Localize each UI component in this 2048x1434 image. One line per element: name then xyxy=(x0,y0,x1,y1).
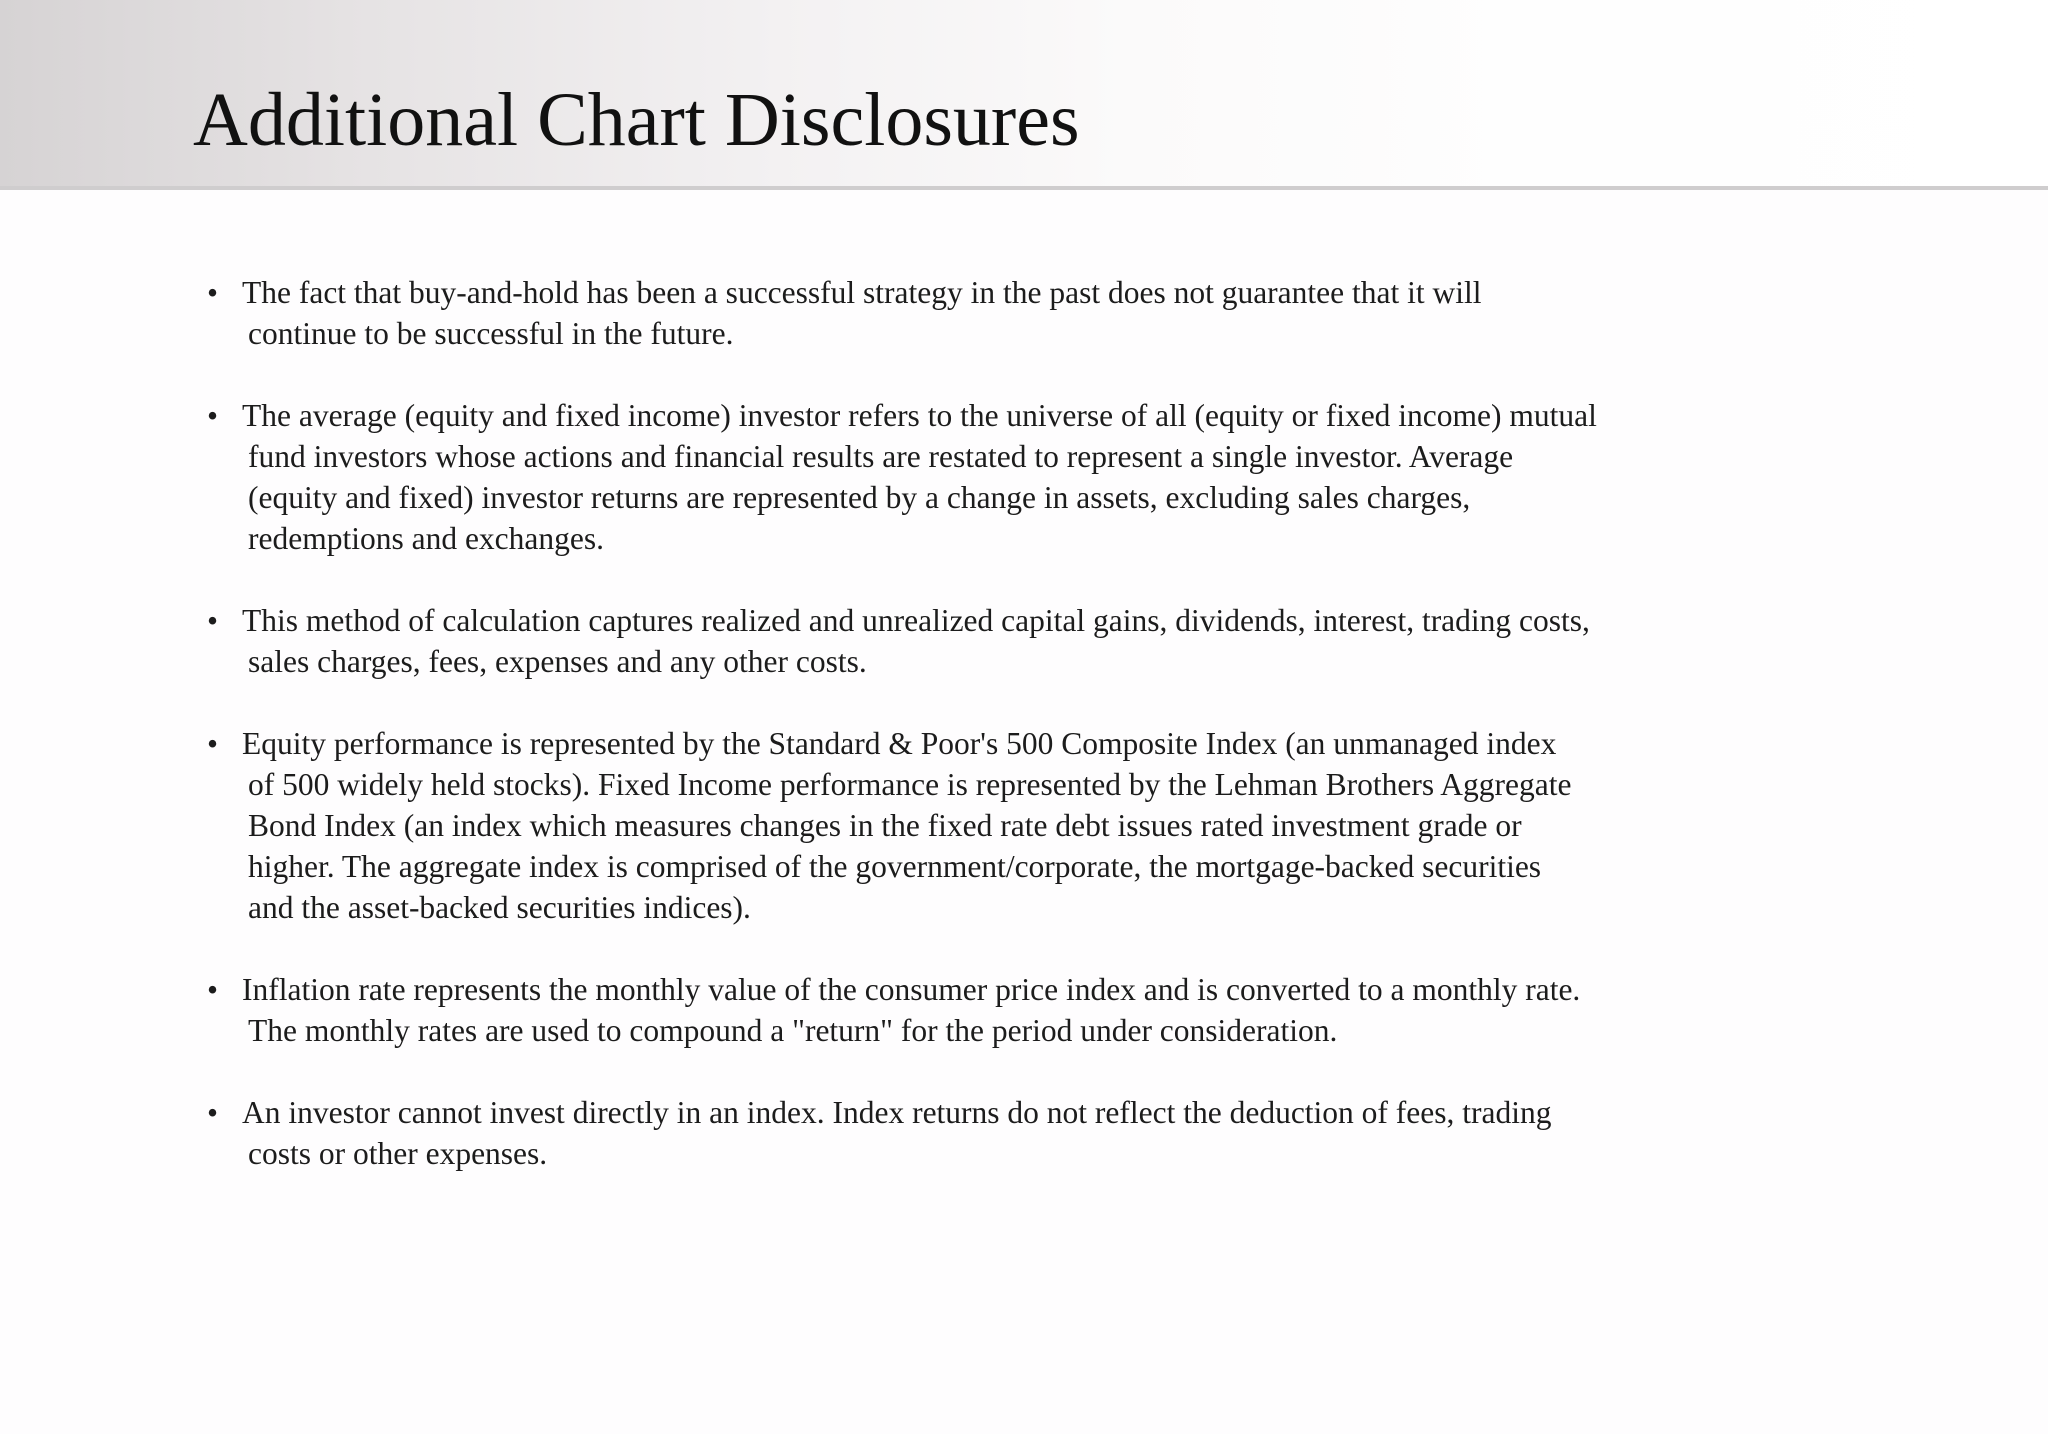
bullet-icon: • xyxy=(207,603,219,638)
disclosure-item xyxy=(207,969,1737,1051)
disclosure-item xyxy=(207,272,1737,354)
bullet-icon: • xyxy=(207,972,219,1007)
bullet-icon: • xyxy=(207,1095,219,1130)
bullet-icon: • xyxy=(207,398,219,433)
disclosure-line: of 500 widely held stocks). Fixed Income performance is represented by the Lehman Brothers Aggregate xyxy=(248,767,1572,802)
disclosure-line: and the asset-backed securities indices). xyxy=(248,890,751,925)
disclosure-item xyxy=(207,600,1737,682)
disclosure-item xyxy=(207,723,1737,928)
disclosure-line: Equity performance is represented by the Standard & Poor's 500 Composite Index (an unmanaged index xyxy=(242,726,1557,761)
disclosure-line: Inflation rate represents the monthly value of the consumer price index and is converted to a monthly rate. xyxy=(242,972,1581,1007)
disclosure-line: costs or other expenses. xyxy=(248,1136,548,1171)
disclosure-item xyxy=(207,395,1737,559)
disclosure-list xyxy=(207,272,1737,1215)
header-divider xyxy=(0,186,2048,190)
disclosure-item xyxy=(207,1092,1737,1174)
disclosure-line: (equity and fixed) investor returns are represented by a change in assets, excluding sales charges, xyxy=(248,480,1471,515)
disclosure-line: redemptions and exchanges. xyxy=(248,521,605,556)
disclosure-line: Bond Index (an index which measures changes in the fixed rate debt issues rated investment grade or xyxy=(248,808,1522,843)
disclosure-line: An investor cannot invest directly in an index. Index returns do not reflect the deduction of fees, trading xyxy=(242,1095,1552,1130)
disclosure-line: The fact that buy-and-hold has been a successful strategy in the past does not guarantee that it will xyxy=(242,275,1482,310)
disclosure-line: sales charges, fees, expenses and any other costs. xyxy=(248,644,867,679)
disclosure-line: higher. The aggregate index is comprised of the government/corporate, the mortgage-backed securities xyxy=(248,849,1542,884)
disclosure-line: The monthly rates are used to compound a "return" for the period under consideration. xyxy=(248,1013,1338,1048)
disclosure-line: The average (equity and fixed income) investor refers to the universe of all (equity or fixed income) mutual xyxy=(242,398,1597,433)
bullet-icon: • xyxy=(207,726,219,761)
page-title: Additional Chart Disclosures xyxy=(193,78,1080,162)
disclosure-line: fund investors whose actions and financial results are restated to represent a single investor. Average xyxy=(248,439,1514,474)
bullet-icon: • xyxy=(207,275,219,310)
disclosure-line: This method of calculation captures realized and unrealized capital gains, dividends, interest, trading costs, xyxy=(242,603,1590,638)
disclosure-line: continue to be successful in the future. xyxy=(248,316,734,351)
